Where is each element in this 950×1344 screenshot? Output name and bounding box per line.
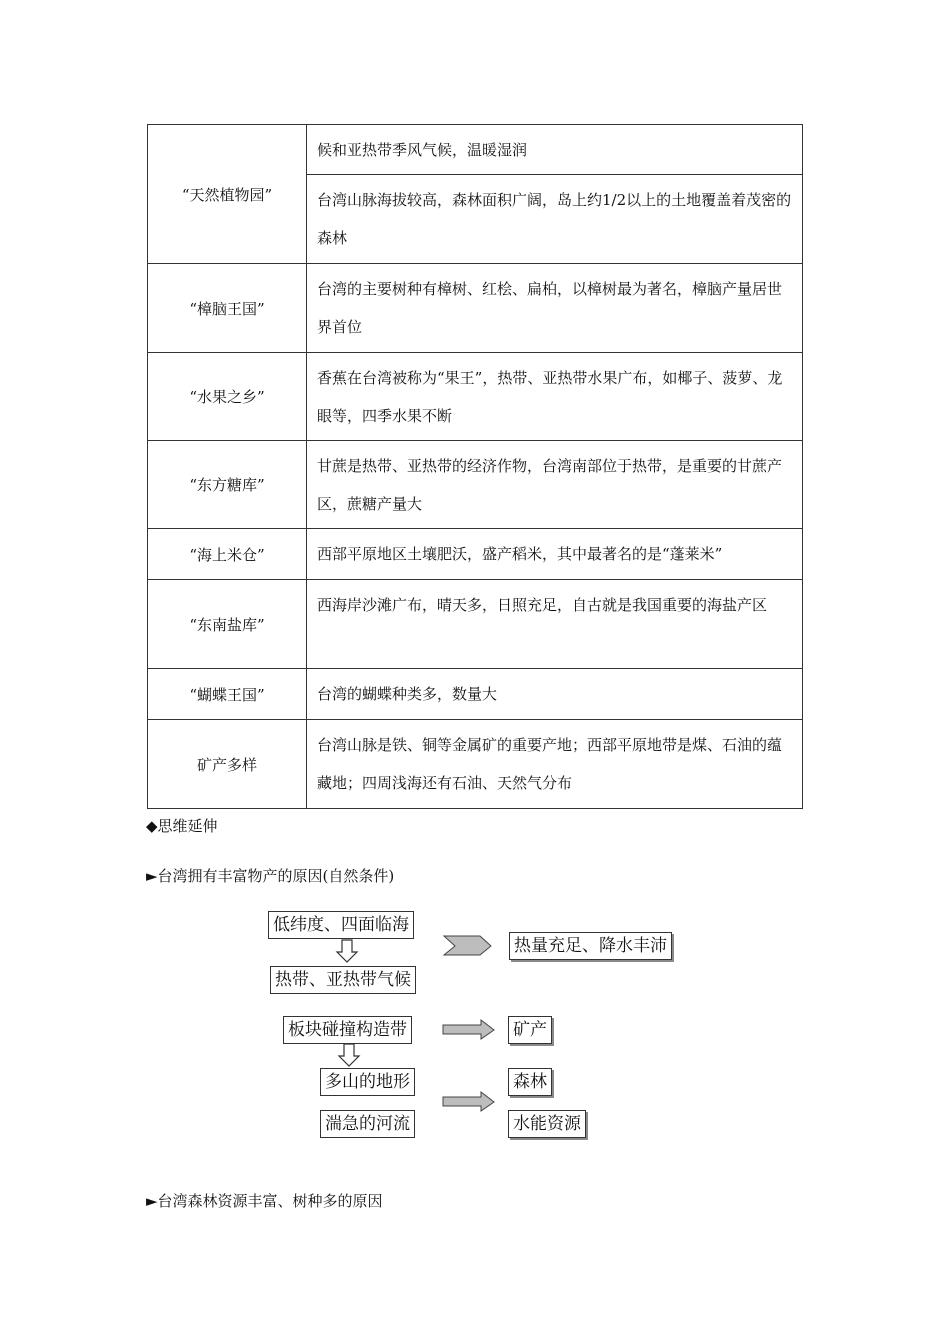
box-latitude: 低纬度、四面临海 [268,911,414,939]
section-heading: ◆思维延伸 [146,817,218,835]
row-name: “樟脑王国” [148,264,307,353]
row-name: “东方糖库” [148,441,307,529]
row-desc: 西海岸沙滩广布，晴天多，日照充足，自古就是我国重要的海盐产区 [307,580,803,669]
down-arrow-icon [336,940,358,964]
box-forest: 森林 [508,1068,552,1096]
row-desc: 台湾山脉海拔较高，森林面积广阔，岛上约1/2以上的土地覆盖着茂密的森林 [307,175,803,264]
row-name: “蝴蝶王国” [148,669,307,720]
table-row [148,669,803,720]
row-name: “海上米仓” [148,529,307,580]
table-row [148,529,803,580]
row-desc: 香蕉在台湾被称为“果王”，热带、亚热带水果广布，如椰子、菠萝、龙眼等，四季水果不断 [307,353,803,441]
table-row [148,580,803,669]
table-row [148,353,803,441]
right-arrow-icon [443,1020,495,1040]
table-row [148,720,803,809]
row-desc: 候和亚热带季风气候，温暖湿润 [307,125,803,175]
box-heat: 热量充足、降水丰沛 [509,932,672,960]
box-plate: 板块碰撞构造带 [283,1016,412,1044]
box-mountain: 多山的地形 [320,1068,415,1096]
box-river: 湍急的河流 [320,1110,415,1138]
box-water: 水能资源 [508,1110,586,1138]
table-row [148,264,803,353]
products-table [147,124,803,809]
row-desc: 台湾的主要树种有樟树、红桧、扁柏，以樟树最为著名，樟脑产量居世界首位 [307,264,803,353]
box-climate: 热带、亚热带气候 [270,966,416,994]
down-arrow-icon [338,1044,360,1068]
box-mineral: 矿产 [508,1016,552,1044]
row-name: “水果之乡” [148,353,307,441]
row-desc: 台湾的蝴蝶种类多，数量大 [307,669,803,720]
subheading-causes: ►台湾拥有丰富物产的原因(自然条件) [146,867,395,885]
row-name: 矿产多样 [148,720,307,809]
row-name: “天然植物园” [148,125,307,264]
row-name: “东南盐库” [148,580,307,669]
right-arrow-icon [443,1092,495,1112]
row-desc: 台湾山脉是铁、铜等金属矿的重要产地；西部平原地带是煤、石油的蕴藏地；四周浅海还有石油、天然气分布 [307,720,803,809]
subheading-forest: ►台湾森林资源丰富、树种多的原因 [146,1192,383,1210]
row-desc: 西部平原地区土壤肥沃，盛产稻米，其中最著名的是“蓬莱米” [307,529,803,580]
table-row [148,125,803,175]
table-row [148,441,803,529]
chevron-arrow-icon [444,936,492,956]
row-desc: 甘蔗是热带、亚热带的经济作物，台湾南部位于热带，是重要的甘蔗产区，蔗糖产量大 [307,441,803,529]
